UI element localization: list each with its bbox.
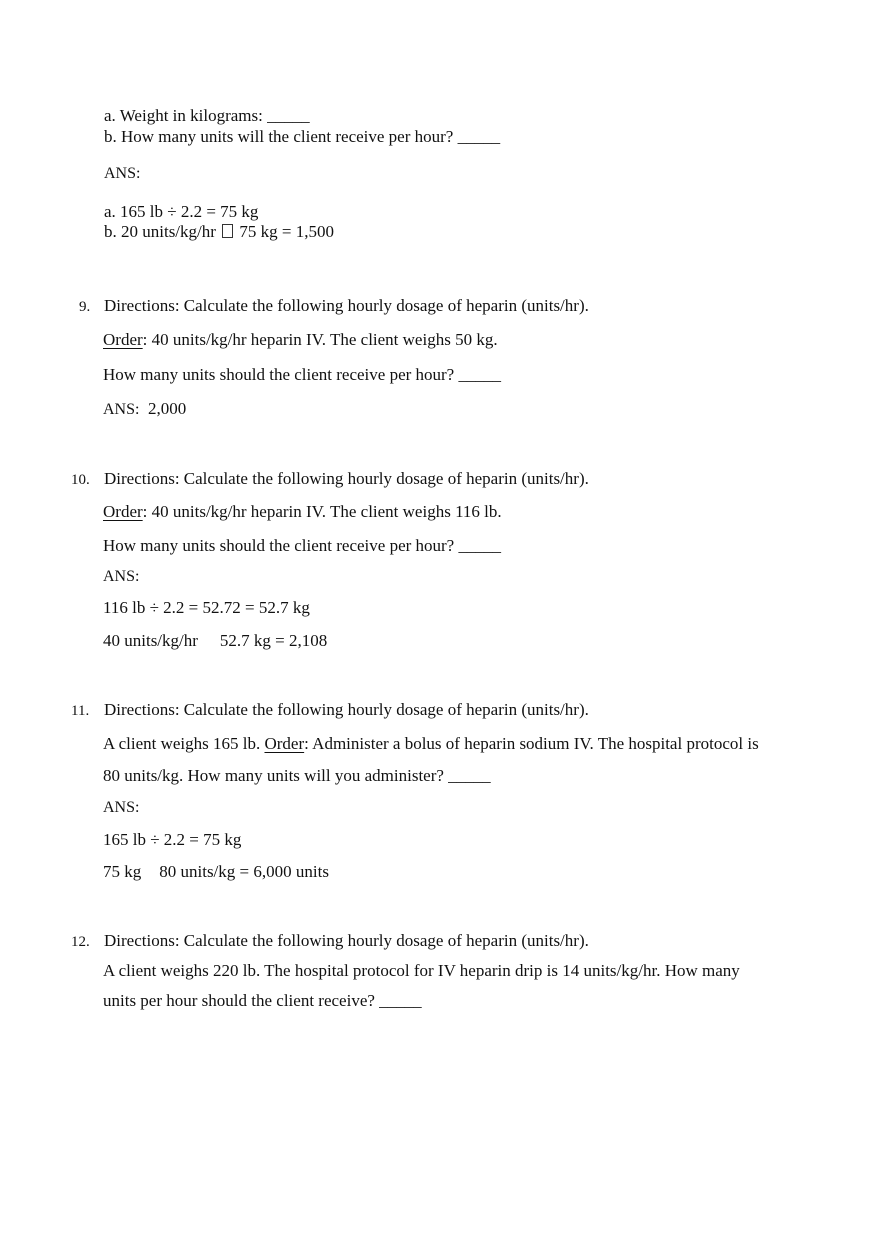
q10-calc-2-right: 52.7 kg = 2,108	[219, 631, 328, 650]
q11-ans-label: ANS:	[103, 799, 140, 816]
intro-ans-label: ANS:	[104, 165, 141, 182]
q12-number: 12.	[71, 934, 90, 950]
q11-line-1	[103, 734, 759, 754]
q10-order-label: Order	[103, 502, 143, 521]
q11-calc-2-right: 80 units/kg = 6,000 units	[159, 862, 329, 881]
q10-number: 10.	[71, 472, 90, 488]
q11-order-label: Order	[264, 734, 305, 753]
q10-order-line	[103, 502, 502, 522]
q10-calc-1: 116 lb ÷ 2.2 = 52.72 = 52.7 kg	[103, 598, 310, 617]
intro-calc-b-left: b. 20 units/kg/hr	[104, 222, 216, 241]
intro-line-b: b. How many units will the client receive per hour? _____	[104, 127, 501, 146]
q10-order-text: : 40 units/kg/hr heparin IV. The client weighs 116 lb.	[142, 502, 502, 521]
q11-line-1-post: : Administer a bolus of heparin sodium IV. The hospital protocol is	[304, 734, 759, 753]
q11-calc-2	[103, 862, 329, 882]
q10-directions: Directions: Calculate the following hourly dosage of heparin (units/hr).	[104, 469, 589, 488]
q9-directions: Directions: Calculate the following hourly dosage of heparin (units/hr).	[104, 296, 589, 315]
q11-calc-1: 165 lb ÷ 2.2 = 75 kg	[103, 830, 242, 849]
q11-line-1-pre: A client weighs 165 lb.	[103, 734, 265, 753]
intro-calc-a: a. 165 lb ÷ 2.2 = 75 kg	[104, 202, 259, 221]
q10-question: How many units should the client receive per hour? _____	[103, 536, 501, 555]
q9-question: How many units should the client receive per hour? _____	[103, 365, 501, 384]
q10-ans-label: ANS:	[103, 568, 140, 585]
q12-line-1: A client weighs 220 lb. The hospital protocol for IV heparin drip is 14 units/kg/hr. How many	[103, 961, 740, 980]
q9-order-text: : 40 units/kg/hr heparin IV. The client weighs 50 kg.	[142, 330, 498, 349]
q11-calc-2-left: 75 kg	[103, 862, 142, 881]
intro-calc-b-right: 75 kg = 1,500	[239, 222, 335, 241]
intro-calc-b	[104, 222, 334, 242]
q9-order-label: Order	[103, 330, 143, 349]
q9-ans-value: 2,000	[147, 399, 187, 418]
q12-directions: Directions: Calculate the following hourly dosage of heparin (units/hr).	[104, 931, 589, 950]
intro-line-a: a. Weight in kilograms: _____	[104, 106, 310, 125]
q12-line-2: units per hour should the client receive? _____	[103, 991, 422, 1010]
missing-glyph-box-icon	[222, 224, 233, 238]
q10-calc-2-left: 40 units/kg/hr	[103, 631, 198, 650]
q11-number: 11.	[71, 703, 90, 719]
q11-line-2: 80 units/kg. How many units will you administer? _____	[103, 766, 491, 785]
q11-directions: Directions: Calculate the following hourly dosage of heparin (units/hr).	[104, 700, 589, 719]
q10-calc-2	[103, 631, 327, 651]
q9-order-line	[103, 330, 498, 350]
q9-answer	[103, 399, 186, 419]
q9-number: 9.	[79, 299, 91, 315]
q9-ans-label: ANS:	[103, 401, 140, 418]
